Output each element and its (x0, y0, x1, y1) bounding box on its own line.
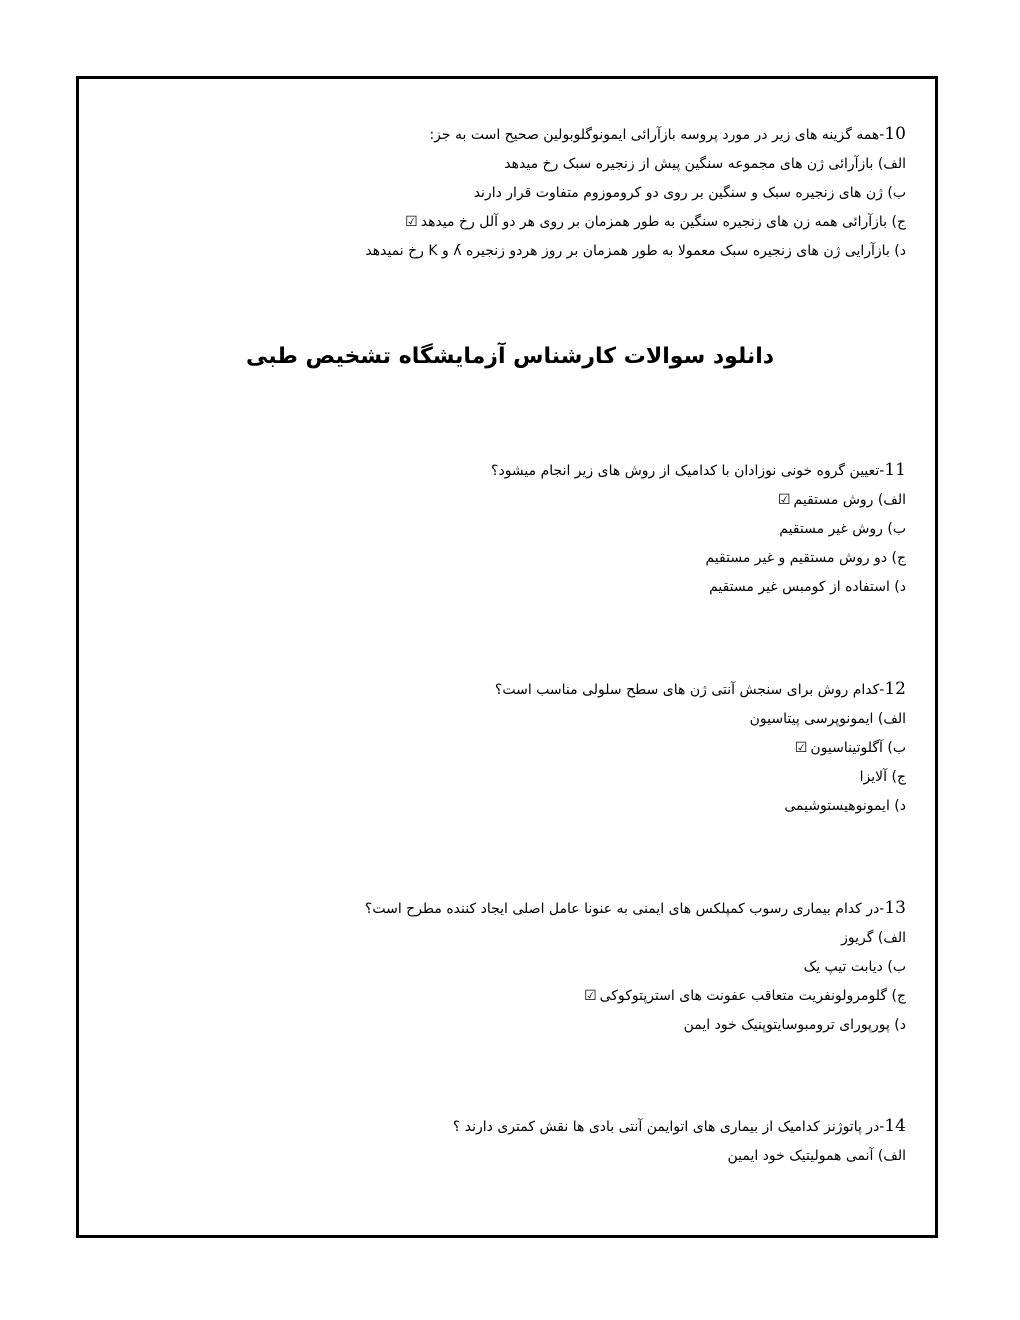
option[interactable] (365, 179, 906, 208)
option-label: الف) آنمی همولیتیک خود ایمین (727, 1148, 906, 1164)
option-label: الف) روش مستقیم (793, 492, 906, 508)
question-12 (495, 675, 906, 821)
option-label: الف) ایمونوپرسی پیتاسیون (749, 711, 906, 727)
question-number: 10 (884, 124, 906, 144)
question-stem: -تعیین گروه خونی نوزادان با کدامیک از روش های زیر انجام میشود؟ (491, 463, 885, 479)
page-heading: دانلود سوالات کارشناس آزمایشگاه تشخیص طبی (245, 344, 775, 369)
question-stem: -در پاتوژنز کدامیک از بیماری های اتوایمن آنتی بادی ها نقش کمتری دارند ؟ (452, 1119, 885, 1135)
question-number: 11 (884, 460, 906, 480)
option-label: ج) گلومرولونفریت متعاقب عفونت های استرپتوکوکی (599, 988, 906, 1004)
question-text (365, 894, 906, 924)
question-number: 12 (884, 679, 906, 699)
option-label: الف) بازآرائی ژن های مجموعه سنگین پیش از زنجیره سبک رخ میدهد (504, 156, 906, 172)
option-label: ج) دو روش مستقیم و غیر مستقیم (705, 550, 906, 566)
option[interactable] (365, 150, 906, 179)
question-stem: -کدام روش برای سنجش آنتی ژن های سطح سلولی مناسب است؟ (494, 682, 885, 698)
option[interactable] (365, 237, 906, 266)
option-label: ب) ژن های زنجیره سبک و سنگین بر روی دو کروموزوم متفاوت قرار دارند (473, 185, 906, 201)
option[interactable] (365, 982, 906, 1011)
option-label: ج) بازآرائی همه زن های زنجیره سنگین به طور همزمان بر روی هر دو آلل رخ میدهد (420, 214, 906, 230)
question-text (365, 120, 906, 150)
question-stem: -همه گزینه های زیر در مورد پروسه بازآرائی ایمونوگلوبولین صحیح است به جز: (429, 127, 885, 143)
option[interactable] (365, 924, 906, 953)
checkmark-icon: ☑ (777, 492, 791, 508)
question-11 (491, 456, 906, 602)
question-13 (365, 894, 906, 1040)
question-stem: -در کدام بیماری رسوب کمپلکس های ایمنی به عنونا عامل اصلی ایجاد کننده مطرح است؟ (364, 901, 885, 917)
option[interactable] (365, 1011, 906, 1040)
option[interactable] (491, 544, 906, 573)
question-14 (453, 1112, 906, 1171)
option-label: د) ایمونوهیستوشیمی (784, 798, 906, 814)
option[interactable] (453, 1142, 906, 1171)
option-label: د) استفاده از کومبس غیر مستقیم (709, 579, 906, 595)
option[interactable] (495, 792, 906, 821)
question-number: 13 (884, 898, 906, 918)
checkmark-icon: ☑ (405, 214, 418, 230)
option-label: ج) آلایزا (859, 769, 906, 785)
option[interactable] (491, 486, 906, 515)
question-text (495, 675, 906, 705)
option[interactable] (365, 208, 906, 237)
option[interactable] (495, 705, 906, 734)
option-label: د) بازآرایی ژن های زنجیره سبک معمولا به طور همزمان بر روز هردو زنجیره ʎ و K رخ نمیدهد (365, 243, 906, 259)
option[interactable] (365, 953, 906, 982)
option-label: الف) گریوز (841, 930, 906, 946)
question-text (491, 456, 906, 486)
question-10 (365, 120, 906, 266)
checkmark-icon: ☑ (584, 988, 597, 1004)
option[interactable] (491, 515, 906, 544)
option-label: ب) دیابت تیپ یک (803, 959, 906, 975)
option-label: ب) آگلوتیناسیون (810, 740, 906, 756)
option[interactable] (495, 763, 906, 792)
question-text (453, 1112, 906, 1142)
option[interactable] (491, 573, 906, 602)
option-label: ب) روش غیر مستقیم (779, 521, 906, 537)
checkmark-icon: ☑ (794, 740, 808, 756)
option[interactable] (495, 734, 906, 763)
option-label: د) پورپورای ترومبوسایتوپنیک خود ایمن (683, 1017, 906, 1033)
question-number: 14 (884, 1116, 906, 1136)
